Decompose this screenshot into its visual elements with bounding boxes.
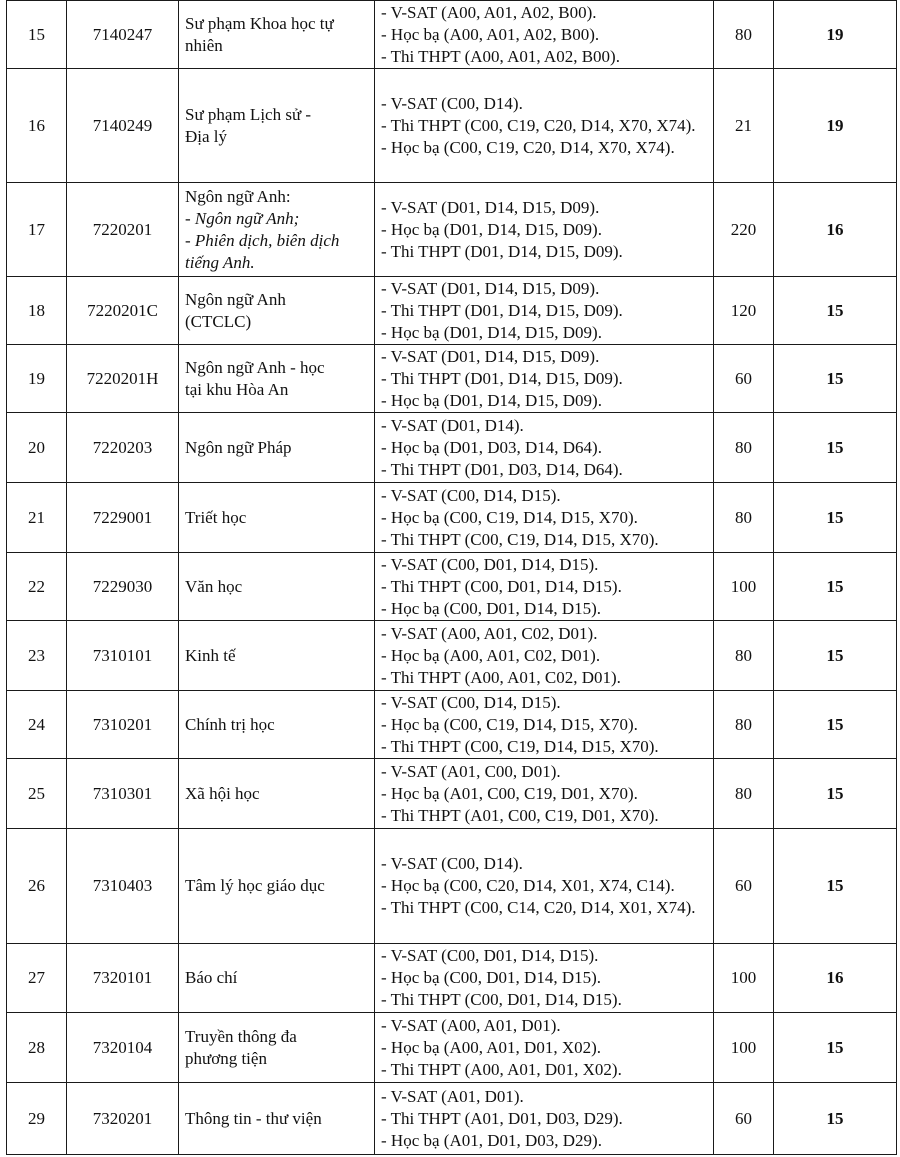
major-name	[179, 345, 375, 413]
row-number: 23	[7, 621, 67, 691]
threshold-score: 15	[774, 829, 897, 944]
combination-line: - Thi THPT (A00, A01, D01, X02).	[381, 1059, 622, 1079]
table-row	[7, 1013, 897, 1083]
combination-line: - Thi THPT (D01, D03, D14, D64).	[381, 459, 623, 479]
threshold-score: 15	[774, 277, 897, 345]
combination-line: - Học bạ (C00, C20, D14, X01, X74, C14).	[381, 876, 675, 895]
quota: 120	[714, 277, 774, 345]
threshold-score: 16	[774, 944, 897, 1013]
table-row	[7, 759, 897, 829]
quota: 100	[714, 553, 774, 621]
quota: 60	[714, 829, 774, 944]
major-code: 7310201	[67, 691, 179, 759]
quota: 80	[714, 691, 774, 759]
major-code: 7320104	[67, 1013, 179, 1083]
row-number: 18	[7, 277, 67, 345]
row-number: 22	[7, 553, 67, 621]
row-number: 17	[7, 183, 67, 277]
major-name	[179, 483, 375, 553]
major-code: 7310101	[67, 621, 179, 691]
combination-line: - Thi THPT (D01, D14, D15, D09).	[381, 300, 623, 320]
row-number: 16	[7, 69, 67, 183]
combination-line: - Học bạ (A00, A01, C02, D01).	[381, 645, 601, 665]
combination-line: - Thi THPT (A01, C00, C19, D01, X70).	[381, 805, 659, 825]
combination-line: - Học bạ (C00, D01, D14, D15).	[381, 968, 602, 987]
major-name-line: tại khu Hòa An	[185, 379, 289, 399]
combination-line: - Thi THPT (A00, A01, A02, B00).	[381, 46, 620, 66]
subject-combinations	[375, 183, 714, 277]
threshold-score: 15	[774, 345, 897, 413]
major-code: 7140247	[67, 1, 179, 69]
threshold-score: 16	[774, 183, 897, 277]
row-number: 20	[7, 413, 67, 483]
combination-line: - Học bạ (D01, D14, D15, D09).	[381, 390, 602, 410]
threshold-score: 15	[774, 691, 897, 759]
table-row	[7, 69, 897, 183]
row-number: 15	[7, 1, 67, 69]
subject-combinations	[375, 345, 714, 413]
table-row	[7, 483, 897, 553]
major-code: 7220201H	[67, 345, 179, 413]
combination-line: - Thi THPT (C00, C14, C20, D14, X01, X74).	[381, 898, 696, 917]
quota: 80	[714, 483, 774, 553]
major-code: 7229001	[67, 483, 179, 553]
subject-combinations	[375, 829, 714, 944]
subject-combinations	[375, 69, 714, 183]
table-row	[7, 944, 897, 1013]
table-row	[7, 621, 897, 691]
major-code: 7140249	[67, 69, 179, 183]
table-row	[7, 345, 897, 413]
table-row	[7, 277, 897, 345]
combination-line: - Thi THPT (C00, C19, D14, D15, X70).	[381, 529, 659, 549]
table-row	[7, 691, 897, 759]
combination-line: - Thi THPT (C00, C19, D14, D15, X70).	[381, 736, 659, 756]
major-code: 7220201C	[67, 277, 179, 345]
quota: 80	[714, 621, 774, 691]
subject-combinations	[375, 944, 714, 1013]
combination-line: - V-SAT (D01, D14, D15, D09).	[381, 197, 600, 217]
major-name	[179, 413, 375, 483]
combination-line: - V-SAT (C00, D14).	[381, 93, 523, 113]
major-code: 7320101	[67, 944, 179, 1013]
combination-line: - Thi THPT (C00, D01, D14, D15).	[381, 576, 622, 596]
major-name	[179, 691, 375, 759]
combination-line: - V-SAT (D01, D14, D15, D09).	[381, 346, 600, 366]
major-name	[179, 1083, 375, 1155]
major-name	[179, 829, 375, 944]
table-row	[7, 553, 897, 621]
combination-line: - V-SAT (C00, D14).	[381, 854, 523, 873]
combination-line: - Thi THPT (A00, A01, C02, D01).	[381, 667, 621, 687]
major-code: 7220203	[67, 413, 179, 483]
combination-line: - Thi THPT (C00, D01, D14, D15).	[381, 990, 622, 1009]
admission-table	[6, 0, 897, 1155]
combination-line: - V-SAT (C00, D14, D15).	[381, 485, 561, 505]
combination-line: - V-SAT (A01, C00, D01).	[381, 761, 561, 781]
major-name-line: Truyền thông đa	[185, 1026, 297, 1046]
major-name-line: Sư phạm Khoa học tự	[185, 13, 334, 33]
major-sub-line: - Phiên dịch, biên dịch tiếng Anh.	[185, 230, 340, 272]
combination-line: - V-SAT (C00, D01, D14, D15).	[381, 554, 599, 574]
quota: 80	[714, 413, 774, 483]
major-name	[179, 1, 375, 69]
subject-combinations	[375, 759, 714, 829]
combination-line: - Học bạ (A01, D01, D03, D29).	[381, 1130, 602, 1150]
major-code: 7229030	[67, 553, 179, 621]
major-name-line: Ngôn ngữ Anh:	[185, 186, 291, 206]
major-code: 7310301	[67, 759, 179, 829]
major-name-line: Địa lý	[185, 126, 228, 146]
threshold-score: 15	[774, 1013, 897, 1083]
subject-combinations	[375, 1013, 714, 1083]
subject-combinations	[375, 553, 714, 621]
subject-combinations	[375, 1083, 714, 1155]
quota: 100	[714, 944, 774, 1013]
major-name	[179, 277, 375, 345]
combination-line: - V-SAT (A00, A01, C02, D01).	[381, 623, 598, 643]
quota: 80	[714, 1, 774, 69]
combination-line: - Học bạ (A00, A01, A02, B00).	[381, 24, 600, 44]
major-name	[179, 553, 375, 621]
major-name-line: Báo chí	[185, 968, 238, 987]
combination-line: - Thi THPT (D01, D14, D15, D09).	[381, 368, 623, 388]
row-number: 29	[7, 1083, 67, 1155]
combination-line: - Học bạ (D01, D14, D15, D09).	[381, 219, 602, 239]
major-name-line: Ngôn ngữ Pháp	[185, 437, 292, 457]
row-number: 24	[7, 691, 67, 759]
combination-line: - Thi THPT (A01, D01, D03, D29).	[381, 1108, 623, 1128]
table-row	[7, 829, 897, 944]
threshold-score: 19	[774, 1, 897, 69]
table-body	[7, 1, 897, 1155]
row-number: 19	[7, 345, 67, 413]
row-number: 25	[7, 759, 67, 829]
combination-line: - Học bạ (C00, C19, C20, D14, X70, X74).	[381, 137, 675, 157]
major-name-line: (CTCLC)	[185, 311, 252, 331]
major-name-line: Ngôn ngữ Anh	[185, 289, 286, 309]
subject-combinations	[375, 483, 714, 553]
row-number: 26	[7, 829, 67, 944]
major-name-line: Triết học	[185, 507, 247, 527]
major-name-line: nhiên	[185, 35, 223, 55]
combination-line: - Thi THPT (D01, D14, D15, D09).	[381, 241, 623, 261]
quota: 60	[714, 1083, 774, 1155]
major-name	[179, 1013, 375, 1083]
major-name	[179, 621, 375, 691]
table-row	[7, 183, 897, 277]
subject-combinations	[375, 1, 714, 69]
quota: 80	[714, 759, 774, 829]
threshold-score: 15	[774, 413, 897, 483]
combination-line: - V-SAT (D01, D14).	[381, 415, 524, 435]
combination-line: - V-SAT (C00, D14, D15).	[381, 692, 561, 712]
combination-line: - V-SAT (A01, D01).	[381, 1086, 524, 1106]
combination-line: - V-SAT (A00, A01, D01).	[381, 1015, 561, 1035]
threshold-score: 19	[774, 69, 897, 183]
major-code: 7310403	[67, 829, 179, 944]
table-row	[7, 1, 897, 69]
row-number: 28	[7, 1013, 67, 1083]
table-row	[7, 1083, 897, 1155]
threshold-score: 15	[774, 1083, 897, 1155]
combination-line: - Học bạ (C00, C19, D14, D15, X70).	[381, 714, 638, 734]
major-sub-line: - Ngôn ngữ Anh;	[185, 208, 300, 228]
subject-combinations	[375, 413, 714, 483]
major-name	[179, 944, 375, 1013]
row-number: 27	[7, 944, 67, 1013]
major-name-line: Xã hội học	[185, 783, 260, 803]
quota: 220	[714, 183, 774, 277]
threshold-score: 15	[774, 621, 897, 691]
combination-line: - Học bạ (D01, D14, D15, D09).	[381, 322, 602, 342]
combination-line: - Học bạ (A01, C00, C19, D01, X70).	[381, 783, 638, 803]
quota: 21	[714, 69, 774, 183]
threshold-score: 15	[774, 483, 897, 553]
major-code: 7220201	[67, 183, 179, 277]
combination-line: - Học bạ (C00, C19, D14, D15, X70).	[381, 507, 638, 527]
major-name-line: Văn học	[185, 576, 243, 596]
threshold-score: 15	[774, 759, 897, 829]
major-code: 7320201	[67, 1083, 179, 1155]
major-name-line: Tâm lý học giáo dục	[185, 876, 325, 895]
combination-line: - Thi THPT (C00, C19, C20, D14, X70, X74).	[381, 115, 696, 135]
combination-line: - Học bạ (D01, D03, D14, D64).	[381, 437, 602, 457]
major-name-line: Kinh tế	[185, 645, 236, 665]
combination-line: - Học bạ (A00, A01, D01, X02).	[381, 1037, 602, 1057]
combination-line: - V-SAT (A00, A01, A02, B00).	[381, 2, 597, 22]
major-name-line: Chính trị học	[185, 714, 275, 734]
subject-combinations	[375, 277, 714, 345]
table-row	[7, 413, 897, 483]
subject-combinations	[375, 691, 714, 759]
major-name	[179, 759, 375, 829]
major-name-line: Ngôn ngữ Anh - học	[185, 357, 325, 377]
major-name	[179, 183, 375, 277]
major-name-line: Sư phạm Lịch sử -	[185, 104, 312, 124]
major-name-line: Thông tin - thư viện	[185, 1108, 322, 1128]
combination-line: - V-SAT (C00, D01, D14, D15).	[381, 946, 599, 965]
quota: 60	[714, 345, 774, 413]
subject-combinations	[375, 621, 714, 691]
major-name	[179, 69, 375, 183]
row-number: 21	[7, 483, 67, 553]
quota: 100	[714, 1013, 774, 1083]
combination-line: - V-SAT (D01, D14, D15, D09).	[381, 278, 600, 298]
major-name-line: phương tiện	[185, 1048, 267, 1068]
combination-line: - Học bạ (C00, D01, D14, D15).	[381, 598, 602, 618]
threshold-score: 15	[774, 553, 897, 621]
